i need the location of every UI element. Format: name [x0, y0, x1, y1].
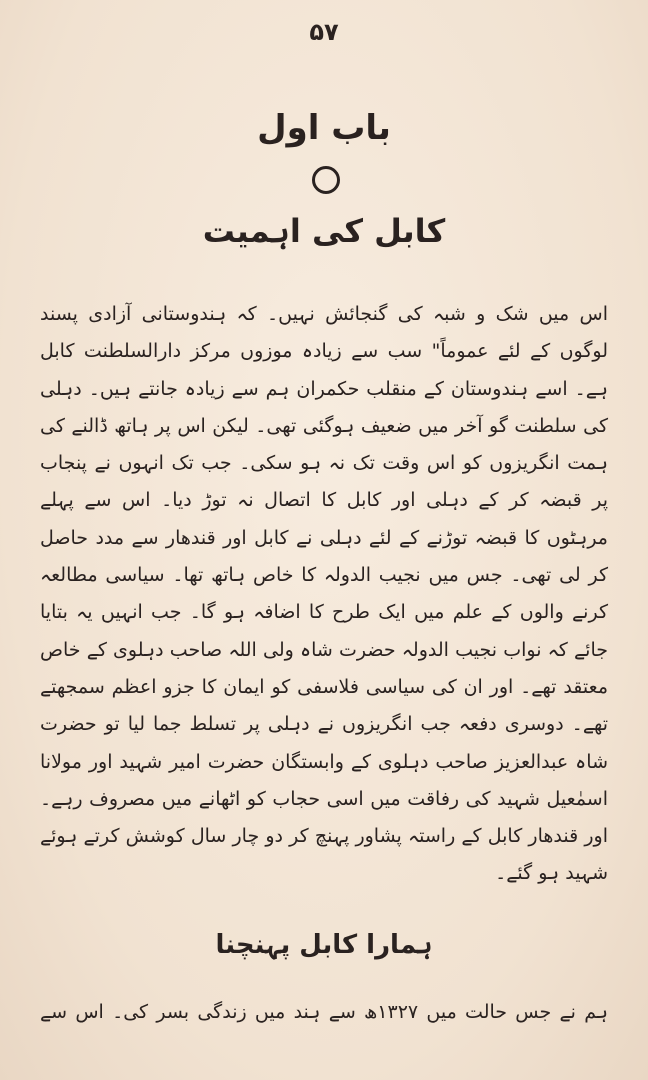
body-text: [40, 296, 608, 893]
paragraph: اس میں شک و شبہ کی گنجائش نہیں۔ کہ ہندوستانی آزادی پسند لوگوں کے لئے عموماً" سب سے زیادہ موزوں مرکز دارالسلطنت کابل ہے۔ اسے ہندوستان کے منقلب حکمران ہم سے زیادہ جانتے ہیں۔ دہلی کی سلطنت گو آخر میں ضعیف ہوگئی تھی۔ لیکن اس پر ہاتھ ڈالنے کی ہمت انگریزوں کو اس وقت تک نہ ہو سکی۔ جب تک انہوں نے پنجاب پر قبضہ کر کے دہلی اور کابل کا اتصال نہ توڑ دیا۔ اس سے پہلے مرہٹوں کا قبضہ توڑنے کے لئے دہلی نے کابل اور قندھار سے مدد حاصل کر لی تھی۔ جس میں نجیب الدولہ کا خاص ہاتھ تھا۔ سیاسی مطالعہ کرنے والوں کے علم میں ایک طرح کا اضافہ ہو گا۔ جب انہیں یہ بتایا جائے کہ نواب نجیب الدولہ حضرت شاہ ولی اللہ صاحب دہلوی کے خاص معتقد تھے۔ اور ان کی سیاسی فلاسفی کو ایمان کا جزو اعظم سمجھتے تھے۔ دوسری دفعہ جب انگریزوں نے دہلی پر تسلط جما لیا تو حضرت شاہ عبدالعزیز صاحب دہلوی کے وابستگان حضرت امیر شہید اور مولانا اسمٰعیل شہید کی رفاقت میں اسی حجاب کو اٹھانے میں مصروف رہے۔ اور قندھار کابل کے راستہ پشاور پہنچ کر دو چار سال کوشش کرتے ہوئے شہید ہو گئے۔: [40, 303, 608, 885]
page-number: ۵۷: [309, 18, 339, 46]
chapter-heading: باب اول: [257, 108, 391, 148]
section-title: کابل کی اہمیت: [202, 212, 446, 250]
subheading: ہمارا کابل پہنچنا: [215, 930, 433, 960]
continuing-paragraph: ہم نے جس حالت میں ۱۳۲۷ھ سے ہند میں زندگی بسر کی۔ اس سے: [40, 1001, 609, 1023]
circle-ornament-icon: [312, 166, 340, 194]
